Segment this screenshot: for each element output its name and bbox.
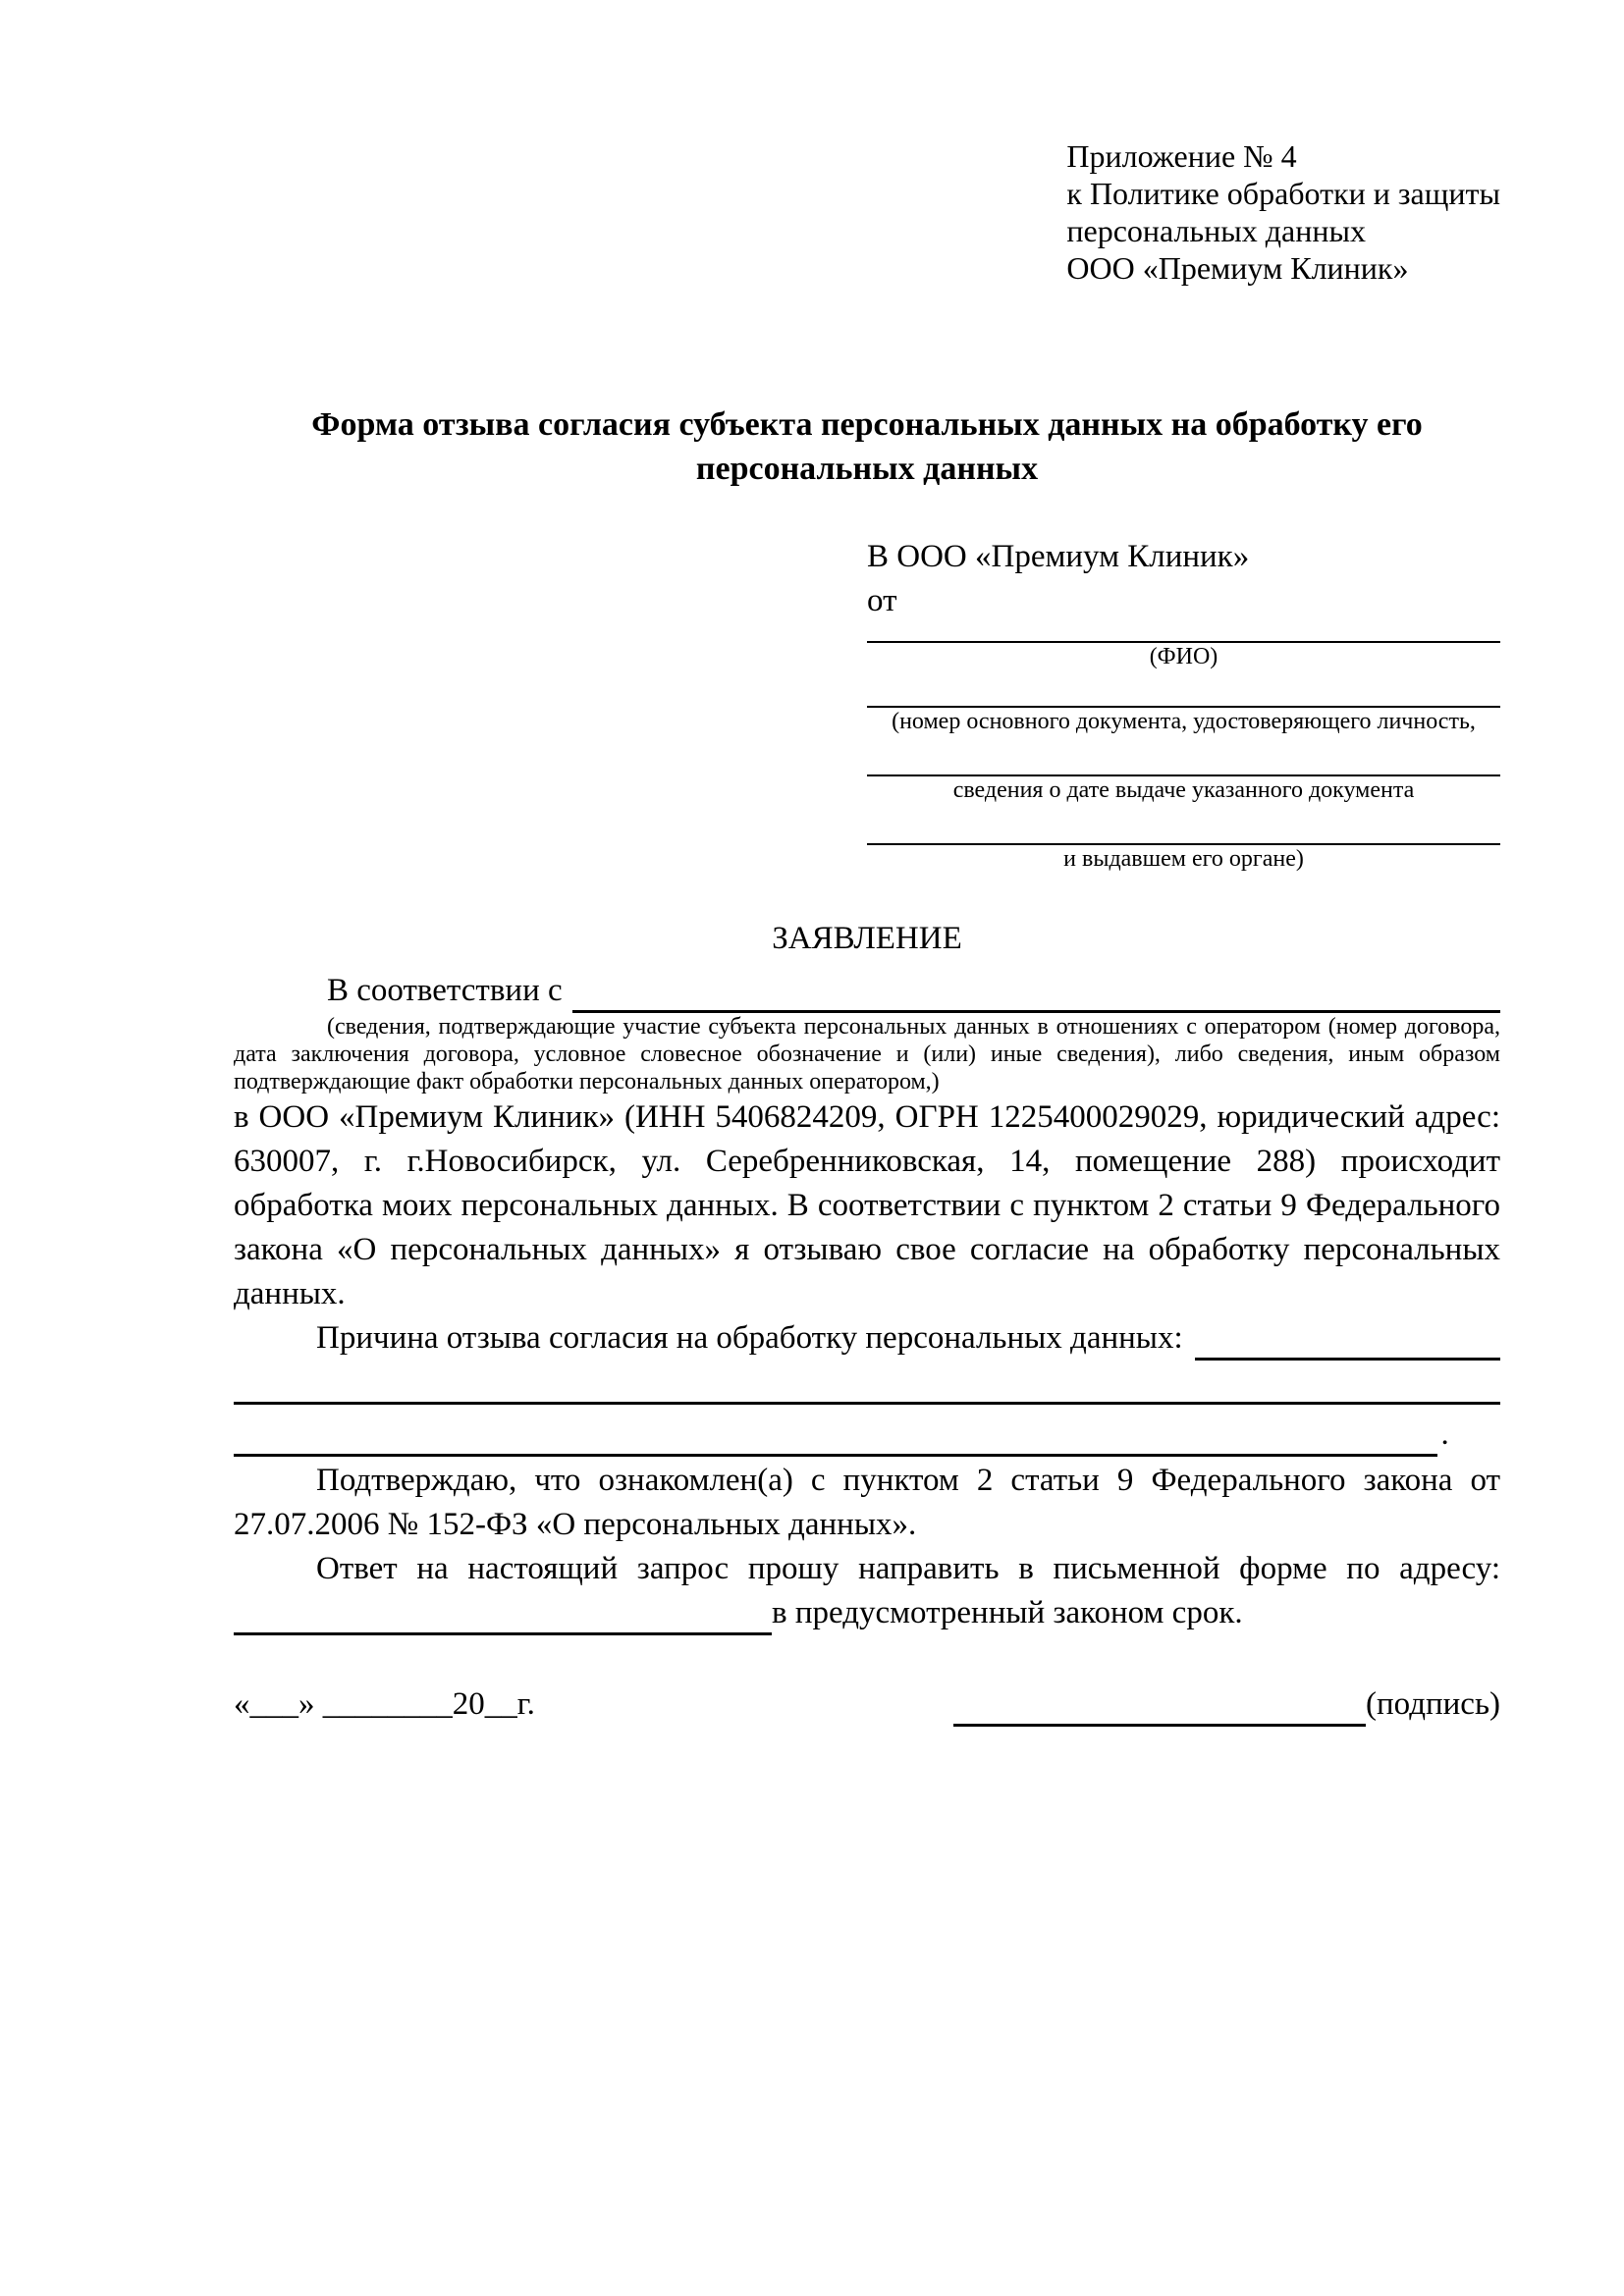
appendix-line: персональных данных — [1066, 213, 1366, 248]
issuing-authority-field — [867, 843, 1500, 873]
reason-continuation-line-1 — [234, 1369, 1500, 1405]
fio-field — [867, 641, 1500, 670]
basis-note: (сведения, подтверждающие участие субъекта персональных данных в отношениях с оператором (номер договора, дата заключения договора, условное словесное обозначение и (или) иные сведения), либо сведения, иным образом подтверждающие факт обработки персональных данных оператором,) — [234, 1014, 1500, 1095]
document-number-field — [867, 706, 1500, 735]
operator-paragraph: в ООО «Премиум Клиник» (ИНН 5406824209, ОГРН 1225400029029, юридический адрес: 630007, г. г.Новосибирск, ул. Серебренниковская, 14, помещение 288) происходит обработка моих персональных данных. В соответствии с пунктом 2 статьи 9 Федерального закона «О персональных данных» я отзываю свое согласие на обработку персональных данных. — [234, 1099, 1500, 1311]
basis-prefix: В соответствии с — [327, 973, 563, 1008]
issuing-authority-field-label: и выдавшем его органе) — [1063, 846, 1304, 872]
basis-blank-line — [572, 976, 1500, 1013]
appendix-header — [1066, 137, 1500, 287]
reason-blank-line — [1195, 1325, 1500, 1361]
reason-label: Причина отзыва согласия на обработку персональных данных: — [316, 1320, 1183, 1356]
appendix-line: к Политике обработки и защиты — [1066, 176, 1500, 211]
issue-date-field-label: сведения о дате выдаче указанного документа — [952, 777, 1415, 803]
reason-row — [234, 1316, 1500, 1361]
date-blank: «___» ________20__г. — [234, 1686, 535, 1722]
date-signature-row — [234, 1682, 1500, 1727]
signature-group — [953, 1682, 1500, 1727]
reply-address-row — [234, 1591, 1500, 1635]
reason-continuation-line-2 — [234, 1421, 1437, 1457]
document-number-field-label: (номер основного документа, удостоверяющего личность, — [892, 709, 1476, 734]
fio-field-label: (ФИО) — [1149, 644, 1218, 669]
confirm-paragraph: Подтверждаю, что ознакомлен(а) с пунктом 2 статьи 9 Федерального закона от 27.07.2006 № 152-ФЗ «О персональных данных». — [234, 1463, 1500, 1542]
addressee-from: от — [867, 583, 897, 618]
document-title: Форма отзыва согласия субъекта персональных данных на обработку его персональных данных — [311, 406, 1423, 487]
reply-suffix: в предусмотренный законом срок. — [772, 1595, 1243, 1630]
basis-line — [234, 969, 1500, 1013]
reason-continuation-row-1 — [234, 1361, 1500, 1405]
reply-address-blank-line — [234, 1600, 772, 1635]
reason-end-period: . — [1440, 1416, 1449, 1452]
issue-date-field — [867, 774, 1500, 804]
reason-continuation-row-2 — [234, 1413, 1500, 1457]
signature-label: (подпись) — [1366, 1686, 1500, 1722]
signature-blank-line — [953, 1691, 1366, 1727]
addressee-to: В ООО «Премиум Клиник» — [867, 539, 1250, 574]
reply-prefix: Ответ на настоящий запрос прошу направить в письменной форме по адресу: — [316, 1551, 1500, 1586]
addressee-block — [867, 535, 1500, 873]
statement-heading: ЗАЯВЛЕНИЕ — [772, 921, 962, 956]
appendix-line: Приложение № 4 — [1066, 138, 1297, 174]
appendix-line: ООО «Премиум Клиник» — [1066, 250, 1409, 286]
